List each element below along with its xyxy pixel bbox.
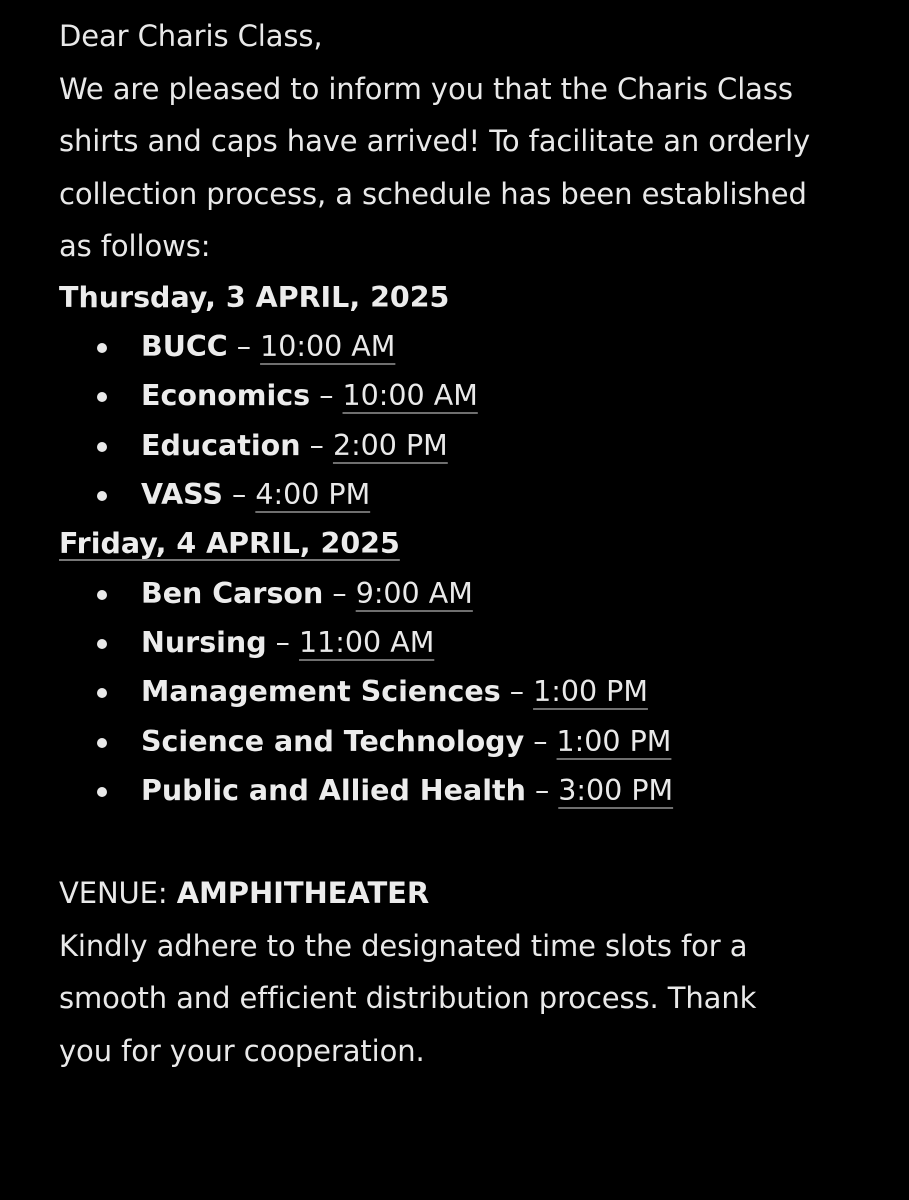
department-name: VASS — [141, 477, 223, 511]
intro-line: collection process, a schedule has been established — [59, 176, 807, 211]
time-link[interactable]: 4:00 PM — [255, 477, 371, 511]
schedule-item — [59, 371, 869, 420]
bullet-icon — [97, 442, 107, 452]
department-name: Economics — [141, 379, 311, 413]
schedule-item — [59, 667, 869, 716]
separator-dash: – — [227, 330, 261, 363]
schedule-item — [59, 766, 869, 815]
intro-paragraph — [59, 63, 869, 273]
department-name: Management Sciences — [141, 675, 501, 709]
bullet-icon — [97, 787, 107, 797]
closing-line: you for your cooperation. — [59, 1033, 425, 1068]
bullet-icon — [97, 590, 107, 600]
venue-label: VENUE: — [59, 876, 177, 911]
separator-dash: – — [222, 477, 256, 511]
greeting: Dear Charis Class, — [59, 19, 323, 53]
day-heading-friday-wrap — [59, 519, 869, 569]
closing-line: Kindly adhere to the designated time slots for a — [59, 928, 748, 963]
schedule-item — [59, 421, 869, 470]
spacer — [59, 815, 869, 867]
day-heading-friday[interactable]: Friday, 4 APRIL, 2025 — [59, 527, 400, 561]
separator-dash: – — [310, 379, 343, 413]
closing-line: smooth and efficient distribution process. Thank — [59, 981, 757, 1016]
day-heading-thursday: Thursday, 3 APRIL, 2025 — [59, 280, 450, 314]
time-link[interactable]: 10:00 AM — [342, 379, 478, 413]
schedule-item — [59, 322, 869, 371]
separator-dash: – — [500, 675, 534, 709]
department-name: Science and Technology — [141, 724, 525, 758]
schedule-item — [59, 717, 869, 766]
department-name: BUCC — [141, 330, 228, 363]
time-link[interactable]: 3:00 PM — [558, 773, 674, 807]
department-name: Public and Allied Health — [141, 773, 526, 807]
department-name: Nursing — [141, 625, 267, 659]
bullet-icon — [97, 738, 107, 748]
bullet-icon — [97, 343, 107, 353]
time-link[interactable]: 11:00 AM — [299, 625, 435, 659]
schedule-item — [59, 569, 869, 618]
time-link[interactable]: 1:00 PM — [556, 724, 672, 758]
schedule-list-friday — [59, 569, 869, 815]
intro-line: as follows: — [59, 229, 211, 263]
venue-line — [59, 867, 869, 920]
time-link[interactable]: 2:00 PM — [332, 428, 448, 462]
venue-value: AMPHITHEATER — [176, 876, 430, 911]
department-name: Education — [141, 428, 301, 462]
schedule-list-thursday — [59, 322, 869, 519]
bullet-icon — [97, 491, 107, 501]
bullet-icon — [97, 392, 107, 402]
time-link[interactable]: 10:00 AM — [260, 330, 396, 363]
separator-dash: – — [524, 724, 557, 758]
separator-dash: – — [300, 428, 333, 462]
schedule-item — [59, 618, 869, 667]
schedule-item — [59, 470, 869, 519]
intro-line: shirts and caps have arrived! To facilitate an orderly — [59, 124, 811, 158]
bullet-icon — [97, 639, 107, 649]
department-name: Ben Carson — [141, 576, 324, 610]
separator-dash: – — [525, 773, 559, 807]
time-link[interactable]: 1:00 PM — [533, 675, 648, 709]
separator-dash: – — [323, 576, 356, 610]
bullet-icon — [97, 688, 107, 698]
closing-paragraph — [59, 920, 869, 1078]
separator-dash: – — [266, 625, 299, 659]
intro-line: We are pleased to inform you that the Charis Class — [59, 71, 793, 106]
day-heading-thursday-wrap — [59, 273, 869, 323]
time-link[interactable]: 9:00 AM — [355, 576, 473, 610]
